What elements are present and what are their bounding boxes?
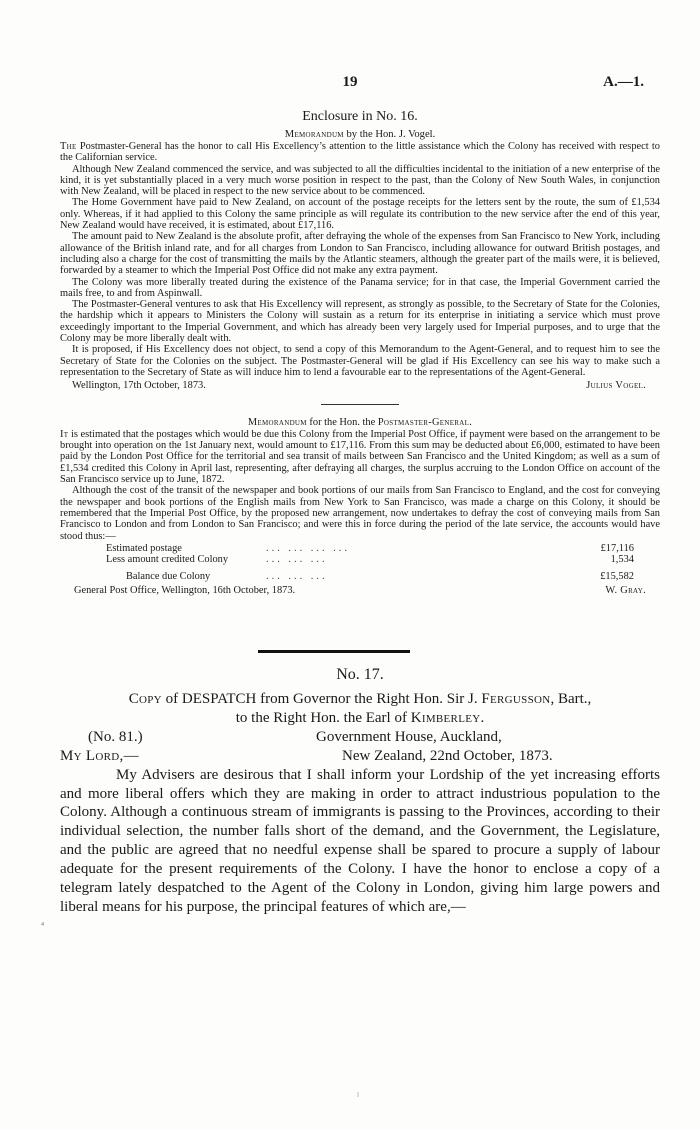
memorandum-heading: [60, 128, 660, 141]
page-header: [0, 74, 700, 94]
memo-head-mid: for the Hon. the: [309, 416, 376, 428]
lead-word: It: [60, 428, 69, 440]
place-date: General Post Office, Wellington, 16th October, 1873.: [74, 584, 296, 596]
address-line: New Zealand, 22nd October, 1873.: [342, 747, 553, 764]
leader-dots: ... ... ...: [266, 554, 328, 566]
despatch-name: Kimberley: [410, 709, 481, 726]
despatch-meta: [60, 728, 660, 747]
despatch-copy: Copy: [128, 691, 162, 707]
page-number: 19: [342, 74, 358, 90]
lead-word: The: [60, 141, 77, 152]
signature: Julius Vogel.: [586, 380, 646, 392]
memo-head-rest: by the Hon. J. Vogel.: [346, 129, 436, 140]
paragraph: The Postmaster-General ventures to ask that His Excellency will represent, as strongly as possible, to the Secretary of State for the Colonies, the hardship which it appears to Ministers the Colony will sustain as a return for its enterprise in initiating a service which must prove exceedingly important to the Imperial Government, and which has already been very largely used for Imperial purposes, and to urge that the Colony may be more liberally dealt with.: [60, 299, 660, 345]
account-row: [106, 543, 634, 554]
salutation: My Lord,—: [60, 747, 139, 764]
place-date: Wellington, 17th October, 1873.: [72, 380, 206, 392]
signature-line: [60, 585, 660, 596]
memo-head-label: Memorandum: [284, 129, 344, 140]
paragraph: The Home Government have paid to New Zealand, on account of the postage receipts for the letters sent by the route, the sum of £1,534 only. Whereas, if it had applied to this Colony the same principle as will regulate its contribution to the new service after the end of this year, New Zealand would have received, it is estimated, about £17,116.: [60, 197, 660, 232]
memorandum-heading: [60, 417, 660, 428]
section-divider: [258, 650, 410, 653]
account-row: [106, 554, 634, 565]
despatch-name: Fergusson: [481, 691, 551, 707]
paragraph: [60, 429, 660, 485]
despatch-heading: [60, 690, 660, 728]
paragraph: The amount paid to New Zealand is the absolute profit, after defraying the whole of the expenses from San Francisco to New York, including allowance of the British inland rate, and for all charges from London to San Francisco, including allowance for outward British postages, and including also a charge for the cost of transmitting the mails by the Atlantic steamers, although the greater part of the mails were, it is believed, forwarded by a steamer to which the Imperial Post Office did not make any extra payment.: [60, 231, 660, 277]
leader-dots: ... ... ...: [266, 571, 328, 583]
account-amount: £15,582: [600, 571, 634, 583]
account-label: Balance due Colony: [126, 571, 211, 583]
signature-line: [60, 380, 660, 391]
account-amount: 1,534: [610, 554, 634, 566]
paragraph: [60, 141, 660, 164]
paragraph-text: is estimated that the postages which would be due this Colony from the Imperial Post Office, if payment were based on the arrangement to be brought into operation on the 1st January next, would amount to £17,116. From this sum may be deducted about £6,000, estimated to have been paid by the London Post Office for the territorial and sea transit of mails between San Francisco and the United Kingdom; as well as a sum of £1,534 credited this Colony in April last, representing, after defraying all charges, the surplus accruing to the London Office on account of the San Francisco service up to June, 1872.: [60, 428, 660, 486]
address-line: Government House, Auckland,: [316, 728, 502, 745]
memo-head-label: Memorandum: [247, 416, 307, 428]
memo-head-recipient: Postmaster-General.: [377, 416, 473, 428]
despatch-text: of DESPATCH from Governor the Right Hon. Sir J.: [165, 691, 478, 707]
despatch-meta: [60, 747, 660, 766]
despatch-body: My Advisers are desirous that I shall inform your Lordship of the yet increasing efforts and more liberal offers which they are making in order to attract industrious population to the Colony. Although a continuous stream of immigrants is passing to the Provinces, according to their individual selection, the number falls short of the demand, and the Government, the Legislature, and the public are agreed that no needful expense shall be spared to procure a supply of labour adequate for the present requirements of the Colony. I have the honor to enclose a copy of a telegram lately despatched to the Agent of the Colony in London, giving him large powers and liberal means for his purpose, the principal features of which are,—: [60, 766, 660, 915]
paper-reference: A.—1.: [603, 74, 644, 90]
account-amount: £17,116: [600, 542, 634, 554]
paragraph-text: Postmaster-General has the honor to call His Excellency’s attention to the little assistance which the Colony has received with respect to the Californian service.: [60, 141, 660, 164]
paragraph: Although the cost of the transit of the newspaper and book portions of our mails from San Francisco to England, and the cost for conveying the newspaper and book portions of the English mails from New York to San Francisco, was made a charge on this Colony, it should be remembered that the Imperial Post Office, by the proposed new arrangement, now undertakes to defray the cost of conveying mails from San Francisco to London and from London to San Francisco; and were this in force during the period of the late service, the accounts would have stood thus:—: [60, 485, 660, 542]
enclosure-section: [60, 108, 660, 596]
paragraph: The Colony was more liberally treated during the existence of the Panama service; for in that case, the Imperial Government carried the mails free, to and from Aspinwall.: [60, 276, 660, 299]
enclosure-title: Enclosure in No. 16.: [302, 109, 418, 124]
account-table: [106, 543, 634, 583]
account-row-total: [106, 571, 634, 582]
paragraph: It is proposed, if His Excellency does not object, to send a copy of this Memorandum to the Agent-General, and to request him to see the Secretary of State for the Colonies on the subject. The Postmaster-General will be glad if His Excellency can see his way to make such a representation to the Secretary of State as will induce him to lend a favourable ear to the representations of the Agent-General.: [60, 344, 660, 378]
account-label: Estimated postage: [106, 542, 182, 554]
account-label: Less amount credited Colony: [106, 554, 229, 566]
despatch-text: , Bart.,: [550, 691, 592, 707]
leader-dots: ... ... ... ...: [266, 542, 350, 554]
despatch-section: [60, 662, 660, 917]
signature: W. Gray.: [605, 584, 646, 596]
despatch-text: to the Right Hon. the Earl of: [235, 709, 407, 726]
despatch-text: .: [480, 709, 485, 726]
paragraph: Although New Zealand commenced the service, and was subjected to all the difficulties incidental to the initiation of a new enterprise of the kind, it is yet substantially placed in a very much worse position in respect to the past, than the Colony of New South Wales, in conjunction with New Zealand, will be placed in respect to the new service about to be commenced.: [60, 163, 660, 198]
margin-mark: ⁴: [41, 920, 45, 930]
divider: [321, 404, 399, 405]
print-speck: [357, 1092, 359, 1097]
section-title: No. 17.: [336, 666, 384, 683]
despatch-number: (No. 81.): [88, 728, 143, 745]
